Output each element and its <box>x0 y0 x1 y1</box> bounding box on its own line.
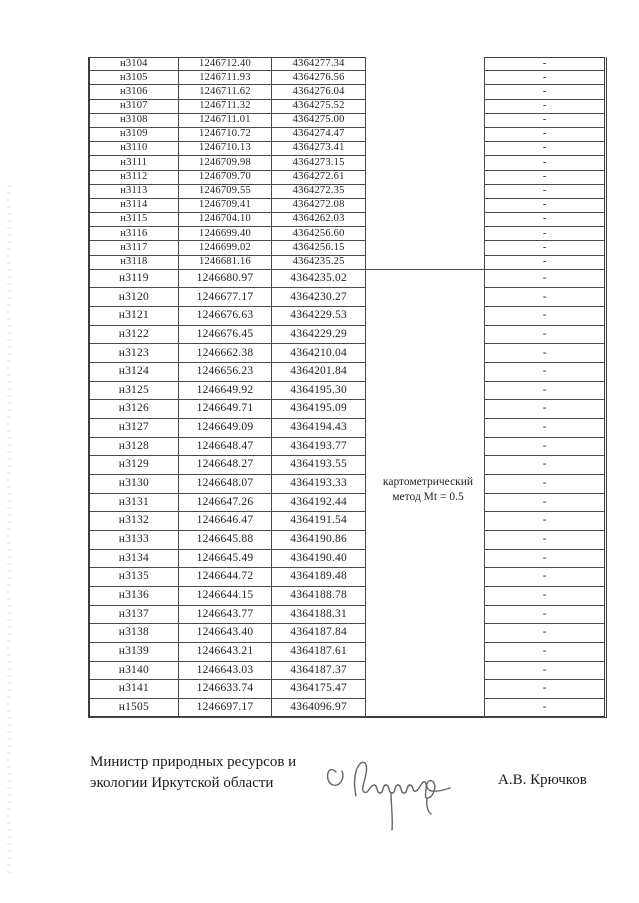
note-cell: - <box>485 71 604 85</box>
method-cell <box>366 363 486 382</box>
x-coordinate-cell: 1246648.07 <box>179 475 273 494</box>
method-cell <box>366 512 486 531</box>
point-name-cell: н3120 <box>90 288 179 307</box>
y-coordinate-cell: 4364194.43 <box>272 419 366 438</box>
x-coordinate-cell: 1246709.55 <box>179 185 273 199</box>
handwritten-signature-icon <box>320 738 470 838</box>
x-coordinate-cell: 1246647.26 <box>179 494 273 513</box>
x-coordinate-cell: 1246710.13 <box>179 142 273 156</box>
table-row <box>90 606 604 625</box>
note-cell: - <box>485 114 604 128</box>
y-coordinate-cell: 4364195.09 <box>272 400 366 419</box>
point-name-cell: н3107 <box>90 100 179 114</box>
method-cell <box>366 456 486 475</box>
method-cell <box>366 344 486 363</box>
x-coordinate-cell: 1246649.92 <box>179 382 273 401</box>
method-cell <box>366 307 486 326</box>
note-cell: - <box>485 227 604 241</box>
y-coordinate-cell: 4364191.54 <box>272 512 366 531</box>
x-coordinate-cell: 1246699.02 <box>179 241 273 255</box>
method-cell <box>366 400 486 419</box>
table-row <box>90 326 604 345</box>
point-name-cell: н3121 <box>90 307 179 326</box>
point-name-cell: н3130 <box>90 475 179 494</box>
method-cell <box>366 241 486 255</box>
x-coordinate-cell: 1246656.23 <box>179 363 273 382</box>
y-coordinate-cell: 4364187.37 <box>272 662 366 681</box>
point-name-cell: н3110 <box>90 142 179 156</box>
table-row <box>90 550 604 569</box>
signatory-title-line2: экологии Иркутской области <box>90 775 274 791</box>
point-name-cell: н3127 <box>90 419 179 438</box>
note-cell: - <box>485 400 604 419</box>
table-row <box>90 475 604 494</box>
note-cell: - <box>485 199 604 213</box>
x-coordinate-cell: 1246649.09 <box>179 419 273 438</box>
method-cell <box>366 643 486 662</box>
method-cell <box>366 624 486 643</box>
y-coordinate-cell: 4364272.35 <box>272 185 366 199</box>
note-cell: - <box>485 550 604 569</box>
point-name-cell: н3113 <box>90 185 179 199</box>
table-row <box>90 156 604 170</box>
method-cell <box>366 382 486 401</box>
signatory-title <box>90 752 350 794</box>
x-coordinate-cell: 1246711.62 <box>179 85 273 99</box>
table-row <box>90 185 604 199</box>
x-coordinate-cell: 1246643.77 <box>179 606 273 625</box>
y-coordinate-cell: 4364189.48 <box>272 568 366 587</box>
y-coordinate-cell: 4364274.47 <box>272 128 366 142</box>
method-cell <box>366 71 486 85</box>
point-name-cell: н3108 <box>90 114 179 128</box>
point-name-cell: н3137 <box>90 606 179 625</box>
table-row <box>90 100 604 114</box>
point-name-cell: н3119 <box>90 270 179 289</box>
note-cell: - <box>485 128 604 142</box>
table-row <box>90 568 604 587</box>
x-coordinate-cell: 1246649.71 <box>179 400 273 419</box>
method-cell-label <box>368 475 488 505</box>
x-coordinate-cell: 1246711.01 <box>179 114 273 128</box>
point-name-cell: н3125 <box>90 382 179 401</box>
point-name-cell: н3104 <box>90 57 179 71</box>
x-coordinate-cell: 1246677.17 <box>179 288 273 307</box>
x-coordinate-cell: 1246676.45 <box>179 326 273 345</box>
x-coordinate-cell: 1246711.32 <box>179 100 273 114</box>
signatory-title-line1: Министр природных ресурсов и <box>90 754 297 770</box>
y-coordinate-cell: 4364256.60 <box>272 227 366 241</box>
point-name-cell: н3133 <box>90 531 179 550</box>
note-cell: - <box>485 624 604 643</box>
table-row <box>90 142 604 156</box>
y-coordinate-cell: 4364201.84 <box>272 363 366 382</box>
point-name-cell: н3112 <box>90 171 179 185</box>
y-coordinate-cell: 4364175.47 <box>272 680 366 699</box>
point-name-cell: н3135 <box>90 568 179 587</box>
y-coordinate-cell: 4364235.25 <box>272 256 366 270</box>
note-cell: - <box>485 288 604 307</box>
method-line2: метод Мt = 0.5 <box>392 491 464 503</box>
y-coordinate-cell: 4364273.15 <box>272 156 366 170</box>
point-name-cell: н3140 <box>90 662 179 681</box>
y-coordinate-cell: 4364275.00 <box>272 114 366 128</box>
method-cell <box>366 213 486 227</box>
note-cell: - <box>485 643 604 662</box>
point-name-cell: н3139 <box>90 643 179 662</box>
table-row <box>90 71 604 85</box>
method-cell <box>366 114 486 128</box>
note-cell: - <box>485 270 604 289</box>
y-coordinate-cell: 4364210.04 <box>272 344 366 363</box>
x-coordinate-cell: 1246645.88 <box>179 531 273 550</box>
table-row <box>90 344 604 363</box>
note-cell: - <box>485 256 604 270</box>
table-row <box>90 587 604 606</box>
method-cell <box>366 199 486 213</box>
table-row <box>90 227 604 241</box>
method-cell <box>366 568 486 587</box>
x-coordinate-cell: 1246710.72 <box>179 128 273 142</box>
note-cell: - <box>485 456 604 475</box>
point-name-cell: н3115 <box>90 213 179 227</box>
note-cell: - <box>485 531 604 550</box>
method-cell <box>366 326 486 345</box>
y-coordinate-cell: 4364193.33 <box>272 475 366 494</box>
note-cell: - <box>485 57 604 71</box>
y-coordinate-cell: 4364193.77 <box>272 438 366 457</box>
method-cell <box>366 438 486 457</box>
table-row <box>90 171 604 185</box>
method-cell <box>366 142 486 156</box>
y-coordinate-cell: 4364195.30 <box>272 382 366 401</box>
note-cell: - <box>485 363 604 382</box>
y-coordinate-cell: 4364273.41 <box>272 142 366 156</box>
method-cell <box>366 587 486 606</box>
note-cell: - <box>485 680 604 699</box>
table-row <box>90 128 604 142</box>
point-name-cell: н3131 <box>90 494 179 513</box>
x-coordinate-cell: 1246704.10 <box>179 213 273 227</box>
table-row <box>90 114 604 128</box>
point-name-cell: н1505 <box>90 699 179 718</box>
method-cell <box>366 662 486 681</box>
note-cell: - <box>485 213 604 227</box>
x-coordinate-cell: 1246646.47 <box>179 512 273 531</box>
point-name-cell: н3124 <box>90 363 179 382</box>
y-coordinate-cell: 4364188.31 <box>272 606 366 625</box>
note-cell: - <box>485 512 604 531</box>
table-row <box>90 400 604 419</box>
method-cell <box>366 550 486 569</box>
y-coordinate-cell: 4364187.84 <box>272 624 366 643</box>
method-cell <box>366 270 486 289</box>
signature-block <box>0 738 639 848</box>
x-coordinate-cell: 1246643.03 <box>179 662 273 681</box>
table-row <box>90 85 604 99</box>
point-name-cell: н3106 <box>90 85 179 99</box>
table-row <box>90 213 604 227</box>
point-name-cell: н3134 <box>90 550 179 569</box>
method-cell <box>366 288 486 307</box>
point-name-cell: н3141 <box>90 680 179 699</box>
note-cell: - <box>485 171 604 185</box>
table-row <box>90 662 604 681</box>
y-coordinate-cell: 4364193.55 <box>272 456 366 475</box>
note-cell: - <box>485 606 604 625</box>
note-cell: - <box>485 475 604 494</box>
method-cell <box>366 100 486 114</box>
method-cell <box>366 156 486 170</box>
y-coordinate-cell: 4364275.52 <box>272 100 366 114</box>
y-coordinate-cell: 4364276.04 <box>272 85 366 99</box>
y-coordinate-cell: 4364229.29 <box>272 326 366 345</box>
y-coordinate-cell: 4364096.97 <box>272 699 366 718</box>
table-row <box>90 241 604 255</box>
note-cell: - <box>485 156 604 170</box>
y-coordinate-cell: 4364190.86 <box>272 531 366 550</box>
y-coordinate-cell: 4364230.27 <box>272 288 366 307</box>
y-coordinate-cell: 4364256.15 <box>272 241 366 255</box>
point-name-cell: н3123 <box>90 344 179 363</box>
table-row <box>90 643 604 662</box>
note-cell: - <box>485 344 604 363</box>
y-coordinate-cell: 4364190.40 <box>272 550 366 569</box>
point-name-cell: н3111 <box>90 156 179 170</box>
y-coordinate-cell: 4364235.02 <box>272 270 366 289</box>
x-coordinate-cell: 1246645.49 <box>179 550 273 569</box>
point-name-cell: н3117 <box>90 241 179 255</box>
table-row <box>90 57 604 71</box>
x-coordinate-cell: 1246709.41 <box>179 199 273 213</box>
point-name-cell: н3129 <box>90 456 179 475</box>
table-row <box>90 680 604 699</box>
note-cell: - <box>485 568 604 587</box>
table-row <box>90 624 604 643</box>
method-cell <box>366 171 486 185</box>
point-name-cell: н3109 <box>90 128 179 142</box>
x-coordinate-cell: 1246662.38 <box>179 344 273 363</box>
point-name-cell: н3138 <box>90 624 179 643</box>
table-row <box>90 288 604 307</box>
point-name-cell: н3116 <box>90 227 179 241</box>
y-coordinate-cell: 4364187.61 <box>272 643 366 662</box>
note-cell: - <box>485 185 604 199</box>
method-cell <box>366 185 486 199</box>
y-coordinate-cell: 4364272.61 <box>272 171 366 185</box>
note-cell: - <box>485 419 604 438</box>
x-coordinate-cell: 1246711.93 <box>179 71 273 85</box>
table-row <box>90 307 604 326</box>
point-name-cell: н3132 <box>90 512 179 531</box>
method-cell <box>366 531 486 550</box>
x-coordinate-cell: 1246709.98 <box>179 156 273 170</box>
note-cell: - <box>485 142 604 156</box>
x-coordinate-cell: 1246648.47 <box>179 438 273 457</box>
table-row <box>90 456 604 475</box>
table-row <box>90 256 604 270</box>
signatory-name: А.В. Крючков <box>498 772 587 788</box>
note-cell: - <box>485 85 604 99</box>
note-cell: - <box>485 307 604 326</box>
x-coordinate-cell: 1246712.40 <box>179 57 273 71</box>
x-coordinate-cell: 1246633.74 <box>179 680 273 699</box>
y-coordinate-cell: 4364262.03 <box>272 213 366 227</box>
coordinate-table <box>88 57 607 718</box>
x-coordinate-cell: 1246644.72 <box>179 568 273 587</box>
method-cell <box>366 419 486 438</box>
y-coordinate-cell: 4364276.56 <box>272 71 366 85</box>
method-cell <box>366 128 486 142</box>
point-name-cell: н3118 <box>90 256 179 270</box>
note-cell: - <box>485 699 604 718</box>
x-coordinate-cell: 1246643.40 <box>179 624 273 643</box>
note-cell: - <box>485 326 604 345</box>
method-cell <box>366 699 486 718</box>
table-row <box>90 438 604 457</box>
x-coordinate-cell: 1246648.27 <box>179 456 273 475</box>
method-line1: картометрический <box>382 476 474 488</box>
note-cell: - <box>485 382 604 401</box>
point-name-cell: н3128 <box>90 438 179 457</box>
point-name-cell: н3105 <box>90 71 179 85</box>
point-name-cell: н3114 <box>90 199 179 213</box>
table-row <box>90 494 604 513</box>
x-coordinate-cell: 1246643.21 <box>179 643 273 662</box>
table-row <box>90 363 604 382</box>
note-cell: - <box>485 662 604 681</box>
x-coordinate-cell: 1246709.70 <box>179 171 273 185</box>
note-cell: - <box>485 100 604 114</box>
note-cell: - <box>485 241 604 255</box>
y-coordinate-cell: 4364229.53 <box>272 307 366 326</box>
note-cell: - <box>485 494 604 513</box>
method-cell <box>366 680 486 699</box>
table-row <box>90 419 604 438</box>
note-cell: - <box>485 587 604 606</box>
x-coordinate-cell: 1246681.16 <box>179 256 273 270</box>
x-coordinate-cell: 1246699.40 <box>179 227 273 241</box>
method-cell <box>366 256 486 270</box>
y-coordinate-cell: 4364192.44 <box>272 494 366 513</box>
table-row <box>90 382 604 401</box>
y-coordinate-cell: 4364272.08 <box>272 199 366 213</box>
table-row <box>90 512 604 531</box>
y-coordinate-cell: 4364277.34 <box>272 57 366 71</box>
note-cell: - <box>485 438 604 457</box>
method-cell <box>366 57 486 71</box>
point-name-cell: н3136 <box>90 587 179 606</box>
x-coordinate-cell: 1246676.63 <box>179 307 273 326</box>
x-coordinate-cell: 1246680.97 <box>179 270 273 289</box>
table-row <box>90 531 604 550</box>
table-row <box>90 199 604 213</box>
x-coordinate-cell: 1246644.15 <box>179 587 273 606</box>
method-cell <box>366 606 486 625</box>
table-row <box>90 270 604 289</box>
point-name-cell: н3126 <box>90 400 179 419</box>
x-coordinate-cell: 1246697.17 <box>179 699 273 718</box>
table-row <box>90 699 604 718</box>
point-name-cell: н3122 <box>90 326 179 345</box>
method-cell <box>366 227 486 241</box>
method-cell <box>366 85 486 99</box>
y-coordinate-cell: 4364188.78 <box>272 587 366 606</box>
